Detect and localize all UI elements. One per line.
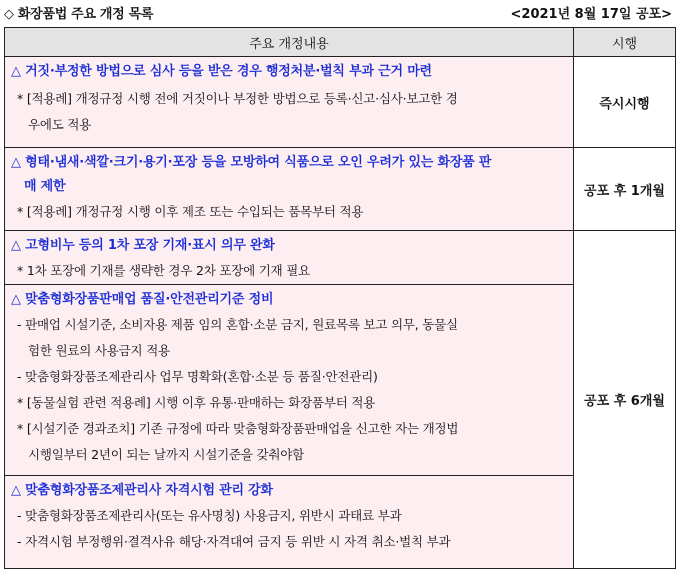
item-text: * [시설기준 경과조치] 기존 규정에 따라 맞춤형화장품판매업을 신고한 자는 개정법 <box>17 421 459 436</box>
promulgation-date: <2021년 8월 17일 공포> <box>510 7 672 22</box>
amendment-table <box>4 27 676 569</box>
list-item: - 맞춤형화장품조제관리사 업무 명확화(혼합·소분 등 품질·안전관리) <box>17 369 378 384</box>
list-item: * [동물실험 관련 적용례] 시행 이후 유통·판매하는 화장품부터 적용 <box>17 395 376 410</box>
list-item: - 맞춤형화장품조제관리사(또는 유사명칭) 사용금지, 위반시 과태료 부과 <box>17 508 402 523</box>
col-header-effective: 시행 <box>574 28 676 57</box>
amendment-title: △ 맞춤형화장품조제관리사 자격시험 관리 강화 <box>11 483 273 498</box>
table-row <box>5 57 676 148</box>
amendment-title: △ 맞춤형화장품판매업 품질·안전관리기준 정비 <box>11 292 274 307</box>
page-header <box>0 0 680 24</box>
effective-cell: 공포 후 6개월 <box>574 231 676 569</box>
note-text: * [적용례] 개정규정 시행 이후 제조 또는 수입되는 품목부터 적용 <box>17 204 364 219</box>
effective-cell: 즉시시행 <box>574 57 676 148</box>
col-header-content: 주요 개정내용 <box>5 28 574 57</box>
item-text: - 판매업 시설기준, 소비자용 제품 임의 혼합·소분 금지, 원료목록 보고 의무, 동물실 <box>17 317 458 332</box>
item-text: 험한 원료의 사용금지 적용 <box>28 343 170 358</box>
page-title: ◇ 화장품법 주요 개정 목록 <box>4 7 154 22</box>
note-text: 우에도 적용 <box>28 117 92 132</box>
title-text: △ 형태·냄새·색깔·크기·용기·포장 등을 모방하여 식품으로 오인 우려가 있는 화장품 판 <box>11 155 492 170</box>
title-text: 매 제한 <box>24 179 66 194</box>
effective-cell: 공포 후 1개월 <box>574 148 676 231</box>
table-header-row <box>5 28 676 57</box>
table-row <box>5 148 676 231</box>
amendment-title <box>5 148 573 199</box>
item-text: 시행일부터 2년이 되는 날까지 시설기준을 갖춰야함 <box>28 447 304 462</box>
list-item <box>5 416 573 468</box>
table-row <box>5 231 676 285</box>
list-item: - 자격시험 부정행위·결격사유 해당·자격대여 금지 등 위반 시 자격 취소·벌칙 부과 <box>17 534 451 549</box>
note-text: * [적용례] 개정규정 시행 전에 거짓이나 부정한 방법으로 등록·신고·심사·보고한 경 <box>17 91 458 106</box>
note-text: * 1차 포장에 기재를 생략한 경우 2차 포장에 기재 필요 <box>17 263 311 278</box>
amendment-title: △ 거짓·부정한 방법으로 심사 등을 받은 경우 행정처분·벌칙 부과 근거 마련 <box>11 64 432 79</box>
amendment-title: △ 고형비누 등의 1차 포장 기재·표시 의무 완화 <box>11 238 275 253</box>
list-item <box>5 312 573 364</box>
note-line <box>5 84 573 138</box>
